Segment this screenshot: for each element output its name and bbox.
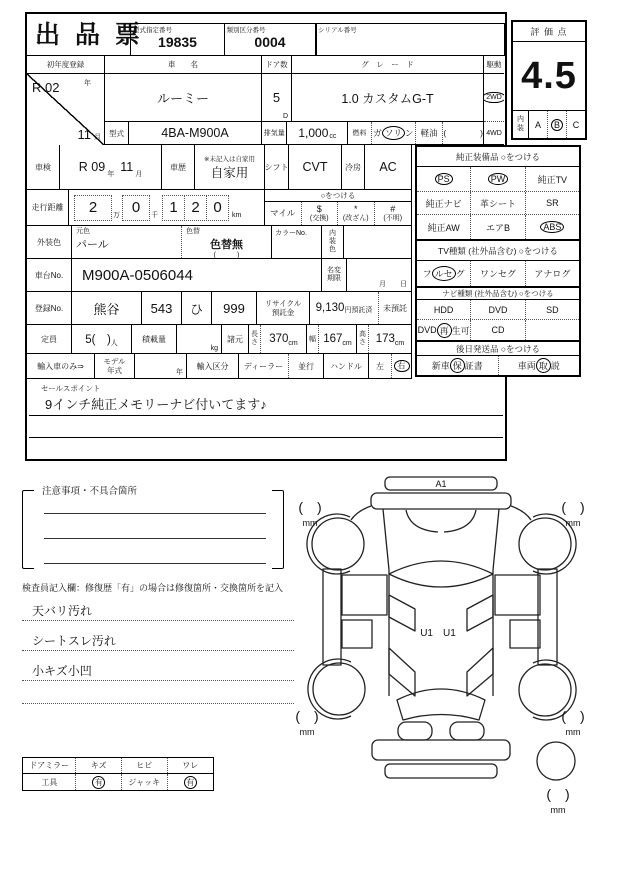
caution-line	[44, 513, 266, 514]
legend-tools-value-cell	[76, 774, 122, 790]
name-change-month: 月	[379, 281, 386, 288]
legend-jack: ジャッキ	[122, 774, 168, 790]
legend-jack-value-cell	[168, 774, 214, 790]
right-floor-box	[510, 620, 540, 648]
front-body-edge-left	[351, 506, 371, 520]
mileage-man-unit: 万	[113, 211, 120, 219]
engine-row	[262, 122, 484, 145]
import-parallel: 並行	[289, 354, 324, 378]
history-value: 自家用	[210, 165, 249, 180]
fullseg-circled: ルセ	[432, 266, 456, 281]
class-division-box	[224, 23, 317, 56]
model-designation-value: 19835	[158, 33, 197, 50]
original-color-value: パール	[76, 239, 109, 251]
displacement-unit: cc	[329, 132, 337, 140]
fuel-gasoline-circled: ソリ	[382, 126, 405, 140]
right-bracket	[272, 490, 284, 569]
name-change-label-1: 名変	[327, 266, 341, 274]
reg-label: 登録No.	[27, 292, 72, 324]
shaken-row	[27, 145, 411, 190]
class-division-value: 0004	[254, 33, 286, 50]
first-registration-cell	[27, 74, 105, 145]
shaken-date	[60, 145, 162, 189]
front-left-wheel	[312, 518, 364, 570]
interior-grade-a: A	[529, 111, 548, 138]
displacement-cell	[287, 122, 348, 144]
sales-point-text: 9インチ純正メモリーナビ付いてます♪	[29, 394, 503, 416]
manual-pre: 車両	[517, 361, 536, 371]
name-change-date	[347, 259, 411, 291]
reg-area: 熊谷	[72, 292, 142, 324]
evaluation-score: 4.5	[521, 54, 577, 97]
inspector-note-empty	[22, 687, 294, 704]
class-division-label: 類別区分番号	[226, 26, 266, 34]
equip-ps-cell	[417, 167, 471, 191]
capacity-cell	[72, 325, 132, 353]
color-change-cell	[182, 226, 272, 258]
length-label: 長さ	[251, 330, 258, 346]
fuel-diesel: 軽油	[416, 122, 443, 144]
caution-label: 注意事項・不具合箇所	[42, 483, 137, 497]
sales-point-section	[27, 379, 505, 459]
dvd-play-pre: DVD	[417, 325, 437, 335]
history-label: 車歴	[162, 145, 195, 189]
model-year-cell	[135, 354, 187, 378]
mileage-man-digit: 2	[74, 195, 112, 221]
interior-grade-b-cell	[548, 111, 567, 138]
mileage-digit-2: 2	[184, 195, 207, 221]
tread-mm-rear-right: mm	[565, 727, 581, 737]
sales-blank-line	[29, 438, 503, 460]
capacity-value: 5( )	[85, 334, 111, 346]
body-rows	[27, 145, 412, 379]
tread-bracket-front-right: ( )	[561, 499, 585, 515]
caution-line	[44, 563, 266, 564]
exterior-label: 外装色	[27, 226, 72, 258]
fullseg-post: グ	[455, 269, 465, 279]
title-row	[27, 14, 505, 56]
model-year-label-2: 年式	[107, 366, 122, 375]
fullseg-pre: フ	[422, 269, 432, 279]
model-year-label	[95, 354, 135, 378]
import-dealer: ディーラー	[239, 354, 289, 378]
handle-right: 右	[394, 360, 410, 373]
load-unit: kg	[210, 345, 218, 352]
model-code-label: 型式	[105, 122, 129, 145]
width-label: 幅	[309, 336, 316, 343]
rear-bumper-lower	[385, 764, 497, 778]
equipment-box	[415, 145, 581, 377]
flag-tamper-symbol: *	[353, 203, 358, 214]
navi-dvd-play	[417, 320, 471, 340]
fuel-gasoline-post: ン	[404, 128, 414, 138]
warranty-circled: 保	[450, 358, 465, 373]
mileage-label: 走行距離	[27, 190, 69, 225]
tread-bracket-rear-right: ( )	[561, 708, 585, 724]
sheet-title: 出 品 票	[35, 21, 144, 49]
right-sill	[538, 569, 557, 665]
handle-label: ハンドル	[324, 354, 369, 378]
tv-oneseg: ワンセグ	[471, 261, 525, 286]
tv-analog: アナログ	[534, 269, 571, 279]
recycle-value: 9,130	[315, 302, 345, 314]
flag-exchange-label: (交換)	[309, 214, 329, 222]
tread-mm-spare: mm	[550, 805, 566, 815]
equipment-row-3	[417, 215, 579, 239]
equip-tv: 純正TV	[537, 174, 568, 185]
length-value: 370	[269, 333, 289, 345]
mileage-sen-unit: 千	[151, 211, 158, 219]
load-cell	[177, 325, 222, 353]
capacity-unit: 人	[110, 340, 118, 347]
doors-cell	[262, 74, 292, 122]
registration-row	[27, 292, 411, 325]
flag-mile: マイル	[265, 202, 302, 225]
navi-type-header: ナビ種類 (社外品含む) ○をつける	[417, 286, 579, 300]
front-rail-right	[493, 509, 499, 570]
front-bumper	[371, 493, 511, 509]
grade-label: グ レ ー ド	[292, 56, 484, 74]
mileage-sen-digit: 0	[122, 195, 150, 221]
color-change-value: 色替無	[210, 239, 243, 251]
front-arch-right	[444, 510, 476, 532]
drive-4wd: 4WD	[486, 129, 502, 137]
height-label: 高さ	[359, 330, 366, 346]
sales-blank-line	[29, 416, 503, 438]
mileage-unit: km	[232, 212, 242, 219]
equip-abs: ABS	[540, 221, 564, 233]
equip-ps: PS	[435, 173, 453, 185]
fuel-gasoline-pre: ガ	[373, 128, 382, 138]
front-rail-left	[383, 509, 389, 570]
inspector-instruction: 検査員記入欄：修復歴「有」の場合は修復箇所・交換箇所を記入	[22, 583, 284, 593]
first-reg-month: 11	[77, 127, 91, 142]
evaluation-box	[511, 20, 587, 140]
legend-crack: ヒビ	[122, 758, 168, 773]
inspector-notes	[22, 599, 294, 704]
mileage-flags	[264, 190, 411, 225]
displacement-label: 排気量	[262, 122, 287, 144]
import-label: 輸入車のみ⇒	[27, 354, 95, 378]
legend-jack-value: 有	[184, 776, 197, 789]
drive-2wd-cell	[484, 74, 504, 122]
car-name-value: ルーミー	[105, 74, 262, 122]
load-label: 積載量	[132, 325, 177, 353]
shaken-label: 車検	[27, 145, 60, 189]
width-value: 167	[323, 333, 343, 345]
color-no-cell	[272, 226, 322, 258]
ac-value: AC	[379, 160, 397, 174]
left-floor-panel	[342, 575, 387, 615]
interior-grade-label: 内装	[517, 116, 524, 132]
equip-pw-cell	[471, 167, 525, 191]
equip-abs-cell	[526, 215, 579, 239]
equip-navi: 純正ナビ	[417, 192, 471, 214]
fuel-tank	[397, 689, 485, 720]
recycle-suffix: 円預託済	[344, 307, 373, 314]
shaken-year-unit: 年	[107, 171, 115, 178]
equip-airbag: エアB	[471, 215, 525, 239]
inspector-note: シートスレ汚れ	[22, 629, 294, 651]
caution-box	[22, 483, 284, 569]
mid-brace-left	[389, 595, 415, 631]
drive-4wd-cell	[484, 122, 504, 145]
flag-tamper-label: (改ざん)	[342, 214, 369, 222]
first-reg-month-unit: 月	[94, 134, 101, 141]
color-no-label: カラーNo.	[275, 230, 307, 237]
original-color-cell	[72, 226, 182, 258]
warranty-book	[417, 356, 499, 375]
interior-color-label-cell	[322, 226, 344, 258]
manual-post: 説	[550, 361, 560, 371]
flag-exchange	[302, 202, 339, 225]
equip-aw: 純正AW	[417, 215, 471, 239]
length-unit: cm	[288, 339, 298, 347]
model-code-value: 4BA-M900A	[129, 122, 262, 145]
equipment-header: 純正装備品 ○をつける	[417, 147, 579, 167]
interior-grade-b: B	[551, 119, 563, 131]
model-year-label-1: モデル	[103, 357, 126, 366]
tread-mm-front-left: mm	[302, 518, 318, 528]
rear-brace-right	[467, 648, 493, 696]
legend-tools: 工具	[23, 774, 76, 790]
dvd-play-circled: 再	[437, 323, 452, 338]
doors-value: 5	[272, 90, 281, 105]
flag-tamper	[338, 202, 375, 225]
equipment-row-2	[417, 192, 579, 215]
left-bracket	[22, 490, 34, 569]
mileage-digit-1: 1	[162, 195, 185, 221]
shift-label: シフト	[265, 145, 289, 189]
floor-damage-code: U1 U1	[420, 628, 456, 639]
color-change-paren: ( )	[213, 252, 240, 258]
name-change-day: 日	[400, 281, 407, 288]
mileage-cell	[69, 190, 264, 225]
flag-unknown	[375, 202, 411, 225]
recycle-label-1: リサイクル	[264, 298, 302, 308]
shaken-month: 11	[120, 160, 134, 174]
name-change-label	[322, 259, 347, 291]
reg-class: 543	[142, 292, 182, 324]
rear-brace-left	[389, 648, 415, 696]
later-shipment-row	[417, 356, 579, 375]
fuel-gasoline	[372, 122, 416, 144]
navi-row-2	[417, 320, 579, 340]
tread-mm-front-right: mm	[565, 518, 581, 528]
first-registration-label: 初年度登録	[27, 56, 105, 74]
rear-member-right	[450, 722, 484, 740]
equip-sr: SR	[546, 198, 559, 208]
front-arch-left	[406, 510, 438, 532]
chassis-value: M900A-0506044	[72, 259, 322, 291]
history-cell	[195, 145, 265, 189]
front-body-edge-right	[511, 506, 531, 520]
handle-right-cell	[392, 354, 411, 378]
legend-break: ワレ	[182, 761, 199, 770]
recycle-label	[257, 292, 310, 324]
navi-empty	[526, 320, 579, 340]
ac-label: 冷房	[342, 145, 365, 189]
drive-label: 駆動	[484, 56, 504, 74]
navi-sd: SD	[546, 304, 559, 315]
rear-bumper	[372, 740, 510, 760]
import-type-label: 輸入区分	[187, 354, 239, 378]
right-floor-panel	[495, 575, 540, 615]
vehicle-info-grid	[27, 56, 505, 145]
flag-unknown-label: (不明)	[383, 214, 403, 222]
first-reg-era: R 02	[32, 80, 60, 95]
left-floor-box	[342, 620, 372, 648]
interior-color-label: 内装色	[329, 229, 336, 254]
car-name-label: 車 名	[105, 56, 262, 74]
exterior-color-row	[27, 226, 411, 259]
import-row	[27, 354, 411, 379]
later-shipment-header: 後日発送品 ○をつける	[417, 340, 579, 356]
navi-row-1	[417, 300, 579, 320]
caution-line	[44, 538, 266, 539]
equip-leather: 革シート	[471, 192, 525, 214]
condition-legend	[22, 757, 214, 791]
recycle-label-2: 預託金	[271, 308, 295, 317]
height-value: 173	[375, 333, 395, 345]
manual-circled: 取	[536, 358, 551, 373]
width-cell	[319, 325, 357, 353]
interior-grade-row	[513, 110, 585, 138]
recycle-value-cell	[310, 292, 379, 324]
original-color-label: 元色	[76, 228, 90, 235]
navi-dvd: DVD	[471, 300, 525, 319]
width-label-cell	[307, 325, 319, 353]
engine-pan	[389, 561, 493, 587]
tv-fullseg	[417, 261, 471, 286]
interior-color-value	[344, 226, 411, 258]
legend-tools-value: 有	[92, 776, 105, 789]
reg-number: 999	[212, 292, 257, 324]
name-change-label-2: 期限	[327, 275, 341, 282]
circle-note: ○をつける	[265, 190, 411, 202]
interior-grade-c: C	[572, 119, 580, 130]
navi-cd: CD	[471, 320, 525, 340]
mid-brace-right	[467, 595, 493, 631]
tv-type-row	[417, 261, 579, 286]
serial-number-value	[316, 34, 504, 55]
reg-kana: ひ	[182, 292, 212, 324]
rear-left-wheel	[313, 663, 365, 715]
fuel-label: 燃料	[348, 122, 372, 144]
legend-scratch: キズ	[76, 758, 122, 773]
left-sill	[323, 569, 341, 665]
flag-unknown-symbol: #	[390, 203, 396, 214]
capacity-label: 定員	[27, 325, 72, 353]
recycle-alt: 未預託	[383, 303, 407, 313]
front-right-wheel	[519, 518, 571, 570]
first-reg-year-unit: 年	[84, 80, 91, 87]
length-cell	[261, 325, 307, 353]
flag-exchange-symbol: $	[316, 203, 322, 214]
tread-bracket-spare: ( )	[546, 786, 570, 802]
shift-value: CVT	[289, 145, 342, 189]
mileage-row	[27, 190, 411, 226]
evaluation-label: 評 価 点	[513, 22, 585, 42]
height-unit: cm	[394, 339, 405, 347]
model-designation-box	[130, 23, 225, 56]
history-note: ※未記入は自家用	[204, 155, 255, 163]
drive-2wd: 2WD	[484, 92, 504, 104]
warranty-post: 証書	[464, 361, 483, 371]
rear-member-left	[398, 722, 432, 740]
mileage-digit-3: 0	[206, 195, 229, 221]
vehicle-manual	[499, 356, 580, 375]
serial-number-label: シリアル番号	[318, 26, 357, 34]
fuel-other: ( )	[443, 128, 483, 138]
tread-bracket-front-left: ( )	[298, 499, 322, 515]
tread-mm-rear-left: mm	[299, 727, 315, 737]
dims-label: 諸元	[222, 325, 249, 353]
model-designation-label: 型式指定番号	[133, 26, 172, 34]
doors-label: ドア数	[262, 56, 292, 74]
height-label-cell	[357, 325, 369, 353]
legend-door-mirror: ドアミラー	[23, 758, 76, 773]
grade-value: 1.0 カスタムG-T	[292, 74, 484, 122]
dvd-play-post: 生可	[451, 325, 470, 336]
tv-type-header: TV種類 (社外品含む) ○をつける	[417, 239, 579, 261]
navi-hdd: HDD	[417, 300, 471, 319]
spare-tire	[537, 742, 575, 780]
length-label-cell	[249, 325, 261, 353]
handle-left: 左	[369, 354, 392, 378]
sales-point-label: セールスポイント	[41, 384, 101, 393]
displacement-value: 1,000	[298, 126, 329, 140]
equip-pw: PW	[488, 173, 509, 185]
height-cell	[369, 325, 411, 353]
equipment-row-1	[417, 167, 579, 192]
color-change-label: 色替	[186, 228, 200, 235]
inspector-note: 小キズ小凹	[22, 659, 294, 681]
import-year-unit: 年	[176, 369, 183, 376]
width-unit: cm	[342, 339, 352, 347]
shaken-month-unit: 月	[135, 171, 143, 178]
chassis-row	[27, 259, 411, 292]
front-damage-code: A1	[435, 479, 447, 489]
serial-number-box	[315, 23, 505, 56]
inspector-note: 天バリ汚れ	[22, 599, 294, 621]
chassis-label: 車台No.	[27, 259, 72, 291]
warranty-pre: 新車	[431, 361, 450, 371]
tread-bracket-rear-left: ( )	[295, 708, 319, 724]
underbody-diagram	[288, 468, 632, 840]
doors-unit: D	[282, 113, 288, 120]
capacity-row	[27, 325, 411, 354]
shaken-era: R 09	[78, 160, 106, 174]
